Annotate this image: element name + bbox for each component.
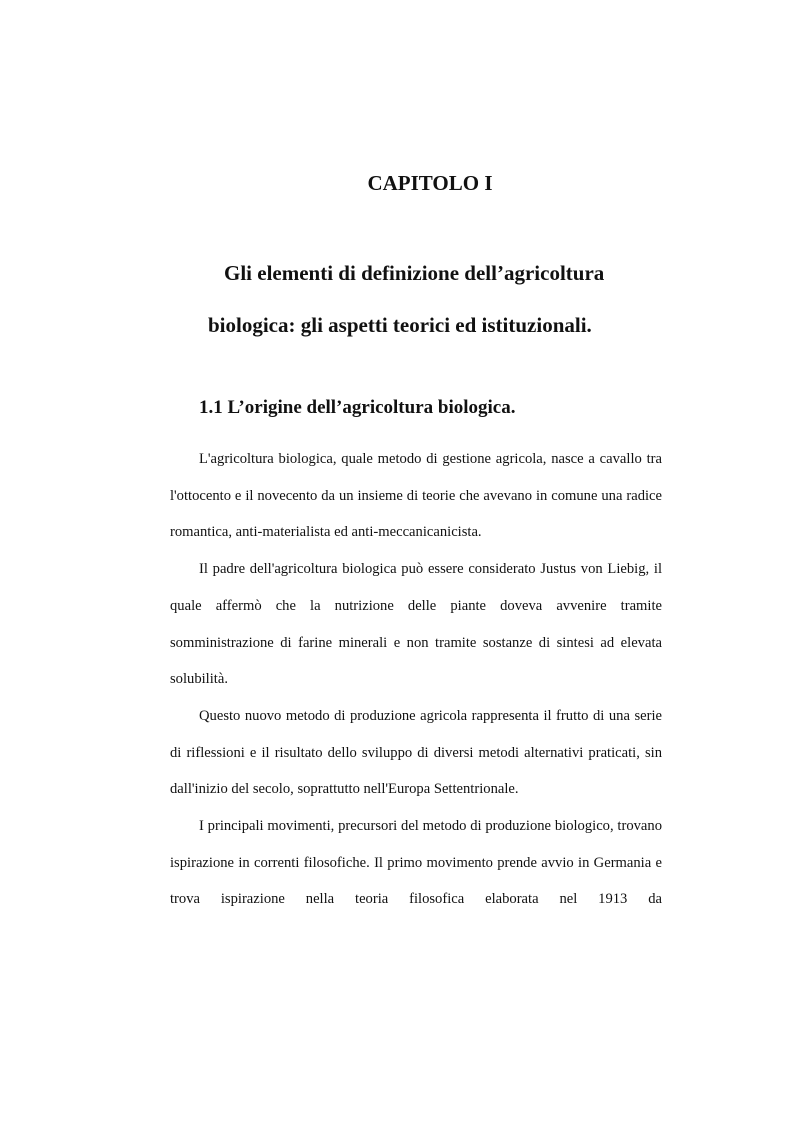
chapter-title-line-1: Gli elementi di definizione dell’agricoltura xyxy=(224,261,605,285)
paragraph: L'agricoltura biologica, quale metodo di gestione agricola, nasce a cavallo tra l'ottocento e il novecento da un insieme di teorie che avevano in comune una radice romantica, anti-materialista ed anti-meccanicanicista. xyxy=(170,451,662,541)
body-text xyxy=(170,441,662,918)
section-title: 1.1 L’origine dell’agricoltura biologica. xyxy=(199,397,516,418)
paragraph: Il padre dell'agricoltura biologica può essere considerato Justus von Liebig, il quale affermò che la nutrizione delle piante doveva avvenire tramite somministrazione di farine minerali e non tramite sostanze di sintesi ad elevata solubilità. xyxy=(170,561,662,688)
chapter-title-line-2: biologica: gli aspetti teorici ed istituzionali. xyxy=(208,313,592,337)
paragraph: I principali movimenti, precursori del metodo di produzione biologico, trovano ispirazione in correnti filosofiche. Il primo movimento prende avvio in Germania e trova ispirazione nella teoria filosofica elaborata nel 1913 da xyxy=(170,818,662,908)
chapter-title xyxy=(208,247,668,351)
paragraph: Questo nuovo metodo di produzione agricola rappresenta il frutto di una serie di riflessioni e il risultato dello sviluppo di diversi metodi alternativi praticati, sin dall'inizio del secolo, soprattutto nell'Europa Settentrionale. xyxy=(170,707,662,798)
chapter-label: CAPITOLO I xyxy=(367,171,493,195)
